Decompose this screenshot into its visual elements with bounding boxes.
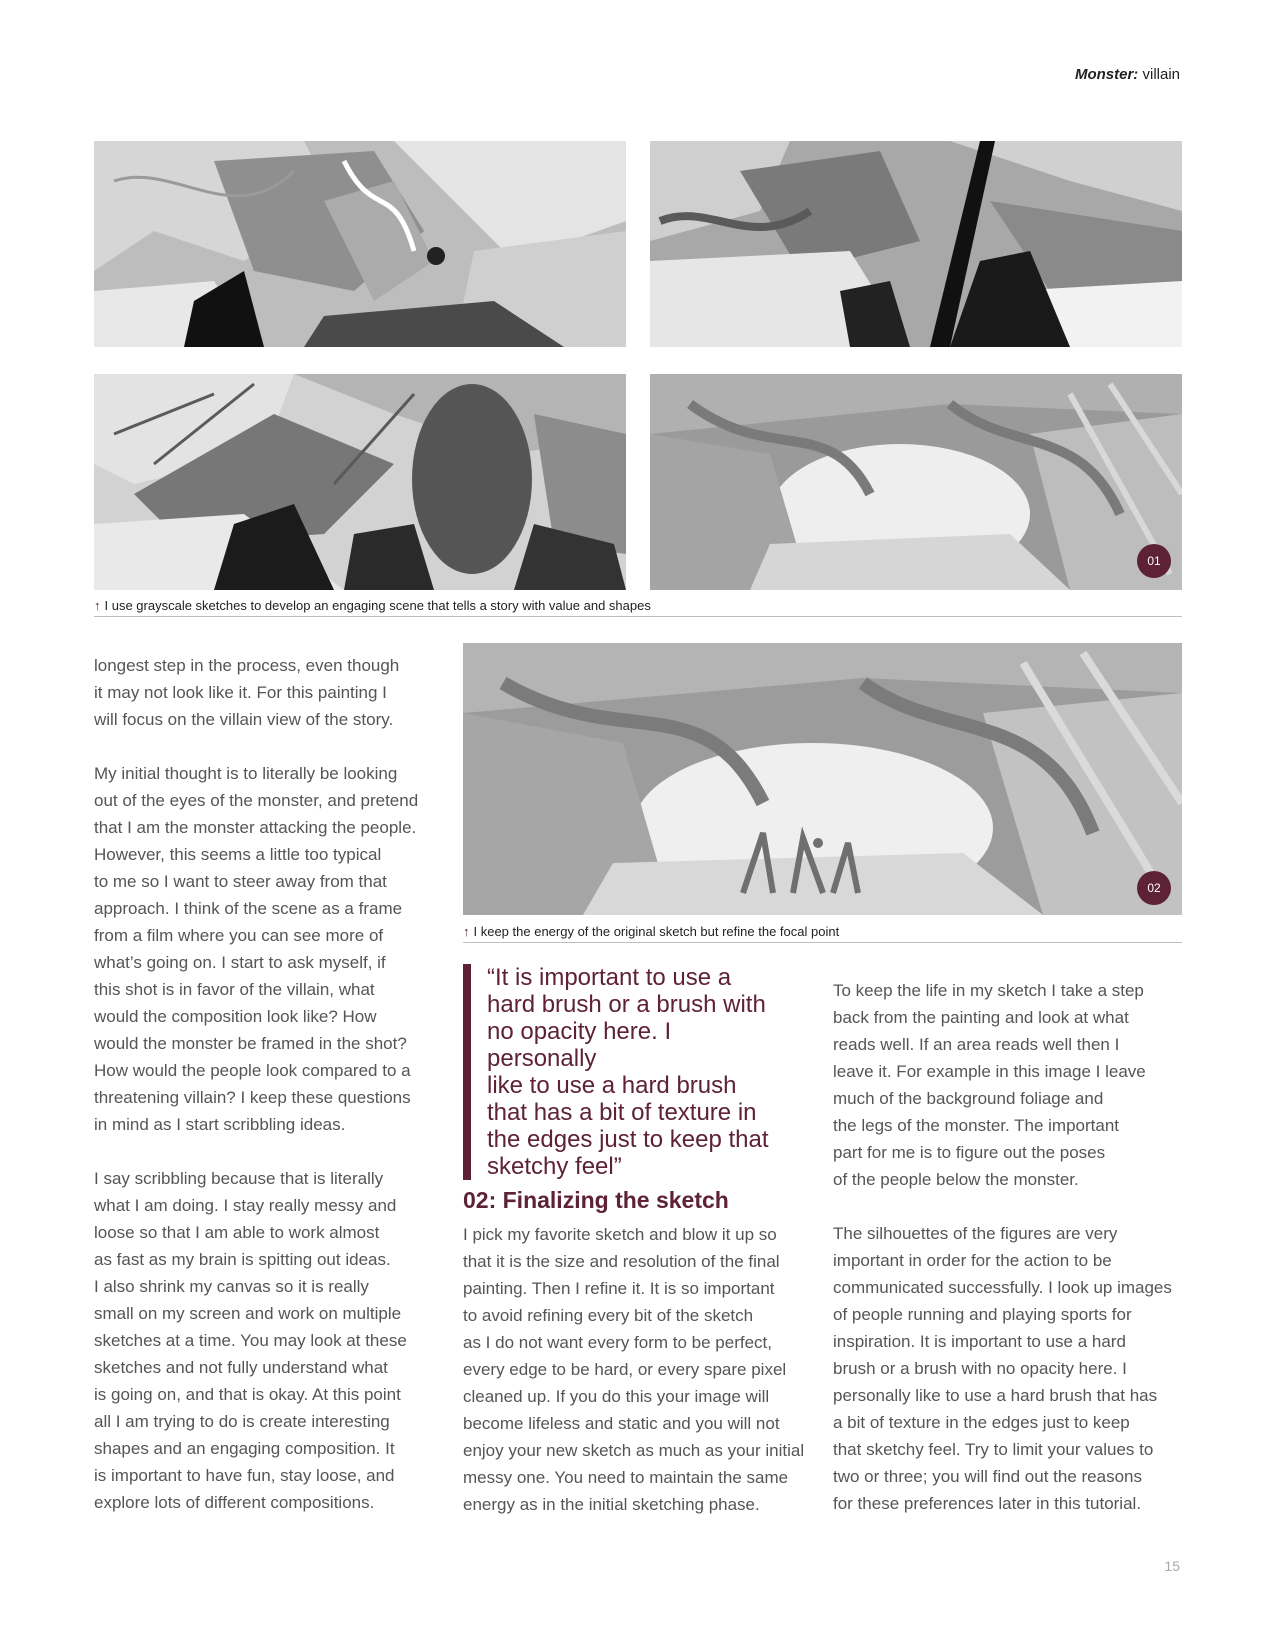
sketch-thumbnail-3 xyxy=(94,374,626,590)
body-paragraph: longest step in the process, even though it may not look like it. For this painting I will focus on the villain view of the story. xyxy=(94,656,400,729)
body-column-left xyxy=(94,652,439,1516)
pull-quote: “It is important to use a hard brush or a brush with no opacity here. I personally like to use a hard brush that has a bit of texture in the edges just to keep that sketchy feel” xyxy=(463,964,783,1180)
figure-caption-02 xyxy=(463,922,1182,943)
figure-caption-02-text: I keep the energy of the original sketch but refine the focal point xyxy=(473,923,840,939)
body-paragraph: My initial thought is to literally be looking out of the eyes of the monster, and pretend that I am the monster attacking the people. However, this seems a little too typical to me so I want to steer away from that approach. I think of the scene as a frame from a film where you can see more of what’s going on. I start to ask myself, if this shot is in favor of the villain, what would the composition look like? How would the monster be framed in the shot? How would the people look compared to a threatening villain? I keep these questions in mind as I start scribbling ideas. xyxy=(94,764,419,1134)
figure-badge-02: 02 xyxy=(1137,871,1171,905)
body-paragraph: I say scribbling because that is literally what I am doing. I stay really messy and loose so that I am able to work almost as fast as my brain is spitting out ideas. I also shrink my canvas so it is really small on my screen and work on multiple sketches at a time. You may look at these sketches and not fully understand what is going on, and that is okay. At this point all I am trying to do is create interesting shapes and an engaging composition. It is important to have fun, stay loose, and explore lots of different compositions. xyxy=(94,1169,407,1512)
figure-caption-01 xyxy=(94,596,1182,617)
sketch-thumbnail-2 xyxy=(650,141,1182,347)
body-paragraph: I pick my favorite sketch and blow it up so that it is the size and resolution of the final painting. Then I refine it. It is so important to avoid refining every bit of the sketch as I do not want every form to be perfect, every edge to be hard, or every spare pixel cleaned up. If you do this your image will become lifeless and static and you will not enjoy your new sketch as much as your initial messy one. You need to maintain the same energy as in the initial sketching phase. xyxy=(463,1225,805,1514)
page-number: 15 xyxy=(1164,1558,1180,1574)
figure-badge-01: 01 xyxy=(1137,544,1171,578)
body-paragraph: To keep the life in my sketch I take a step back from the painting and look at what reads well. If an area reads well then I leave it. For example in this image I leave much of the background foliage and the legs of the monster. The important part for me is to figure out the poses of the people below the monster. xyxy=(833,981,1146,1189)
sketch-thumbnail-1 xyxy=(94,141,626,347)
sketch-thumbnail-4 xyxy=(650,374,1182,590)
figure-caption-01-text: I use grayscale sketches to develop an engaging scene that tells a story with value and shapes xyxy=(104,597,651,613)
body-column-middle xyxy=(463,1221,808,1518)
body-paragraph: The silhouettes of the figures are very important in order for the action to be communicated successfully. I look up images of people running and playing sports for inspiration. It is important to use a hard brush or a brush with no opacity here. I personally like to use a hard brush that has a bit of texture in the edges just to keep that sketchy feel. Try to limit your values to two or three; you will find out the reasons for these preferences later in this tutorial. xyxy=(833,1224,1172,1513)
section-heading: 02: Finalizing the sketch xyxy=(463,1187,729,1213)
body-column-right xyxy=(833,977,1182,1517)
arrow-up-icon: ↑ xyxy=(94,597,101,613)
arrow-up-icon: ↑ xyxy=(463,923,470,939)
running-head-series: Monster: xyxy=(1074,66,1139,83)
running-head-chapter: villain xyxy=(1138,66,1180,83)
refined-sketch-image xyxy=(463,643,1182,915)
running-head xyxy=(1075,66,1180,83)
